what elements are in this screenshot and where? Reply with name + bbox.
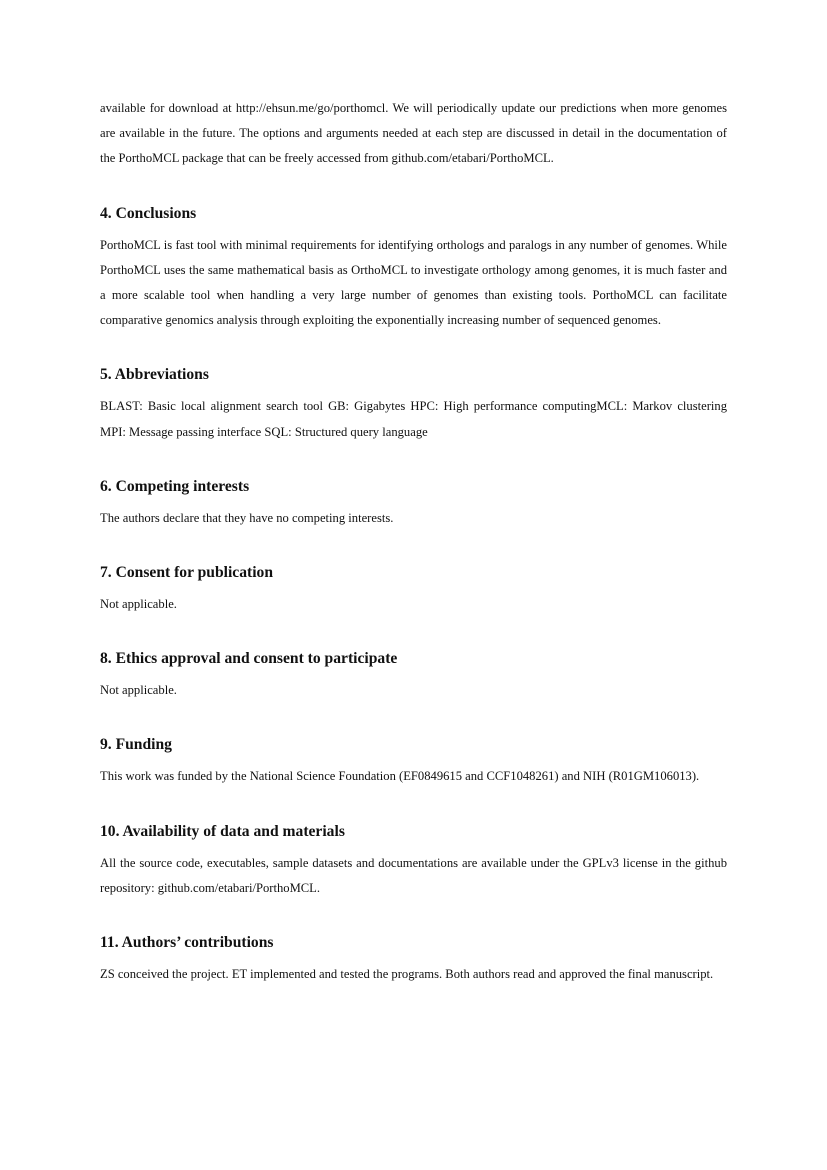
section-authors-contributions — [100, 933, 727, 987]
section-heading: 6. Competing interests — [100, 477, 250, 495]
section-heading: 7. Consent for publication — [100, 564, 274, 582]
section-body: BLAST: Basic local alignment search tool GB: Gigabytes HPC: High performance computingMCL: Markov clustering MPI: Message passing interface SQL: Structured query language — [100, 399, 727, 439]
section-conclusions — [100, 204, 727, 334]
section-body: ZS conceived the project. ET implemented and tested the programs. Both authors read and approved the final manuscript. — [100, 967, 714, 982]
section-body: Not applicable. — [100, 597, 177, 612]
section-heading: 8. Ethics approval and consent to participate — [100, 650, 398, 668]
section-heading: 10. Availability of data and materials — [100, 822, 345, 840]
section-heading: 9. Funding — [100, 736, 172, 754]
section-funding — [100, 735, 727, 789]
section-body: This work was funded by the National Science Foundation (EF0849615 and CCF1048261) and NIH (R01GM106013). — [100, 769, 700, 784]
section-body: All the source code, executables, sample datasets and documentations are available under the GPLv3 license in the github repository: github.com/etabari/PorthoMCL. — [100, 855, 727, 895]
section-consent-for-publication — [100, 563, 727, 617]
section-heading: 11. Authors’ contributions — [100, 934, 274, 952]
section-body: PorthoMCL is fast tool with minimal requirements for identifying orthologs and paralogs in any number of genomes. While PorthoMCL uses the same mathematical basis as OrthoMCL to investigate orthology among genomes, it is much faster and a more scalable tool when handling a very large number of genomes than existing tools. PorthoMCL can facilitate comparative genomics analysis through exploiting the exponentially increasing number of sequenced genomes. — [100, 237, 727, 328]
section-heading: 4. Conclusions — [100, 204, 197, 222]
section-ethics-approval — [100, 649, 727, 703]
section-abbreviations — [100, 365, 727, 444]
section-competing-interests — [100, 477, 727, 531]
section-body: The authors declare that they have no competing interests. — [100, 510, 394, 525]
section-availability — [100, 822, 727, 901]
section-body: Not applicable. — [100, 683, 177, 698]
paper-page — [100, 96, 727, 987]
intro-paragraph: available for download at http://ehsun.me/go/porthomcl. We will periodically update our predictions when more genomes are available in the future. The options and arguments needed at each step are discussed in detail in the documentation of the PorthoMCL package that can be freely accessed from github.com/etabari/PorthoMCL. — [100, 101, 727, 166]
section-heading: 5. Abbreviations — [100, 366, 209, 384]
